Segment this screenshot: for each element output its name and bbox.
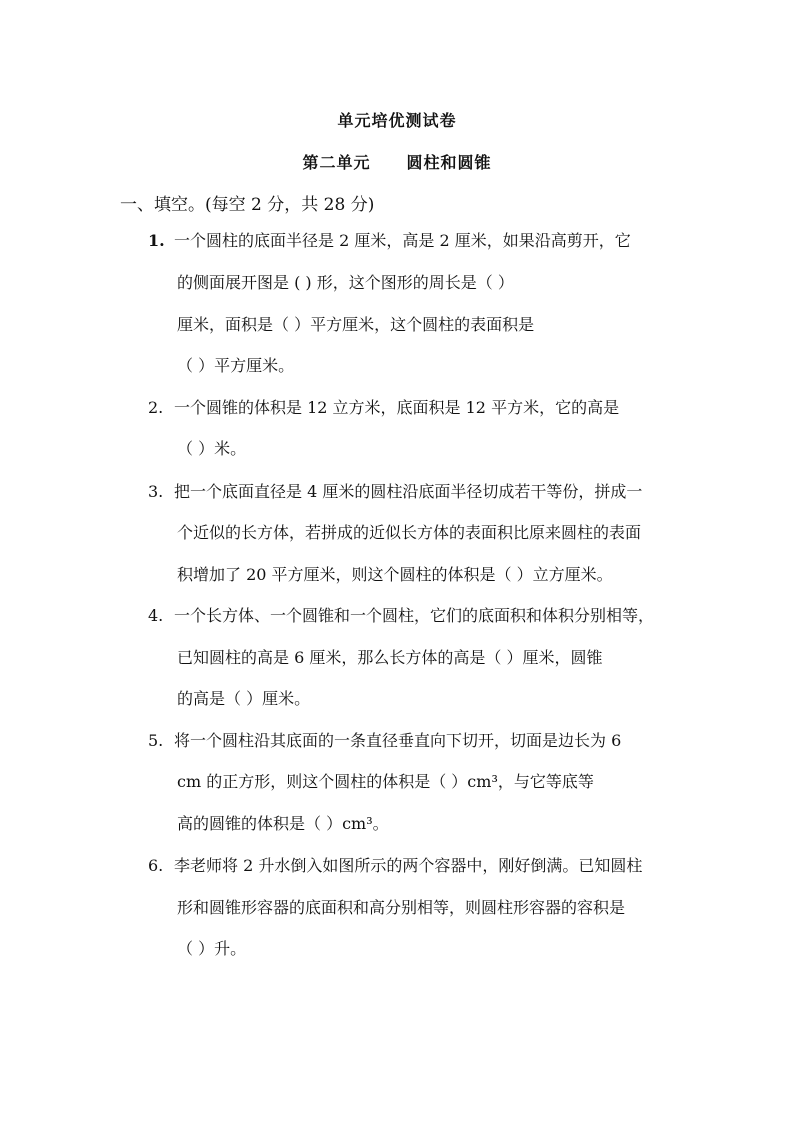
question-4-line-3: 的高是（ ）厘米。 [177,689,311,708]
topic-label: 圆柱和圆锥 [406,153,492,172]
question-5-line-2: cm 的正方形，则这个圆柱的体积是（ ）cm³，与它等底等 [177,772,594,791]
question-3-line-2: 个近似的长方体，若拼成的近似长方体的表面积比原来圆柱的表面 [177,523,642,542]
question-2-line-1 [148,397,619,419]
question-6-line-2: 形和圆锥形容器的底面积和高分别相等，则圆柱形容器的容积是 [177,898,626,917]
question-number: 6. [148,856,164,875]
question-4-line-2: 已知圆柱的高是 6 厘米，那么长方体的高是（ ）厘米，圆锥 [177,648,603,667]
question-number: 3. [148,482,164,501]
question-6-line-3: （ ）升。 [177,939,247,958]
question-1-line-3: 厘米，面积是（ ）平方厘米，这个圆柱的表面积是 [177,315,535,334]
question-number: 4. [148,606,164,625]
question-text: 将一个圆柱沿其底面的一条直径垂直向下切开，切面是边长为 6 [174,731,622,750]
question-number: 5. [148,731,164,750]
question-number: 1. [148,231,165,250]
question-1-line-4: （ ）平方厘米。 [177,356,295,375]
question-3-line-1 [148,481,642,503]
question-1-line-2: 的侧面展开图是 ( ) 形，这个图形的周长是（ ） [177,273,514,292]
question-1-line-1 [148,230,631,252]
section-heading: 一、填空。(每空 2 分，共 28 分) [120,195,375,215]
question-2-line-2: （ ）米。 [177,439,247,458]
question-4-line-1 [148,605,654,627]
question-text: 一个长方体、一个圆锥和一个圆柱，它们的底面积和体积分别相等， [174,606,655,625]
unit-subtitle [0,150,794,173]
question-3-line-3: 积增加了 20 平方厘米，则这个圆柱的体积是（ ）立方厘米。 [177,565,613,584]
question-6-line-1 [148,855,642,877]
question-5-line-1 [148,730,621,752]
question-text: 把一个底面直径是 4 厘米的圆柱沿底面半径切成若干等份，拼成一 [174,482,643,501]
page-title: 单元培优测试卷 [337,111,457,130]
unit-label: 第二单元 [302,153,371,172]
question-text: 李老师将 2 升水倒入如图所示的两个容器中，刚好倒满。已知圆柱 [174,856,643,875]
question-number: 2. [148,398,164,417]
question-text: 一个圆锥的体积是 12 立方米，底面积是 12 平方米，它的高是 [174,398,620,417]
question-5-line-3: 高的圆锥的体积是（ ）cm³。 [177,814,389,833]
question-text: 一个圆柱的底面半径是 2 厘米，高是 2 厘米，如果沿高剪开，它 [174,231,631,250]
